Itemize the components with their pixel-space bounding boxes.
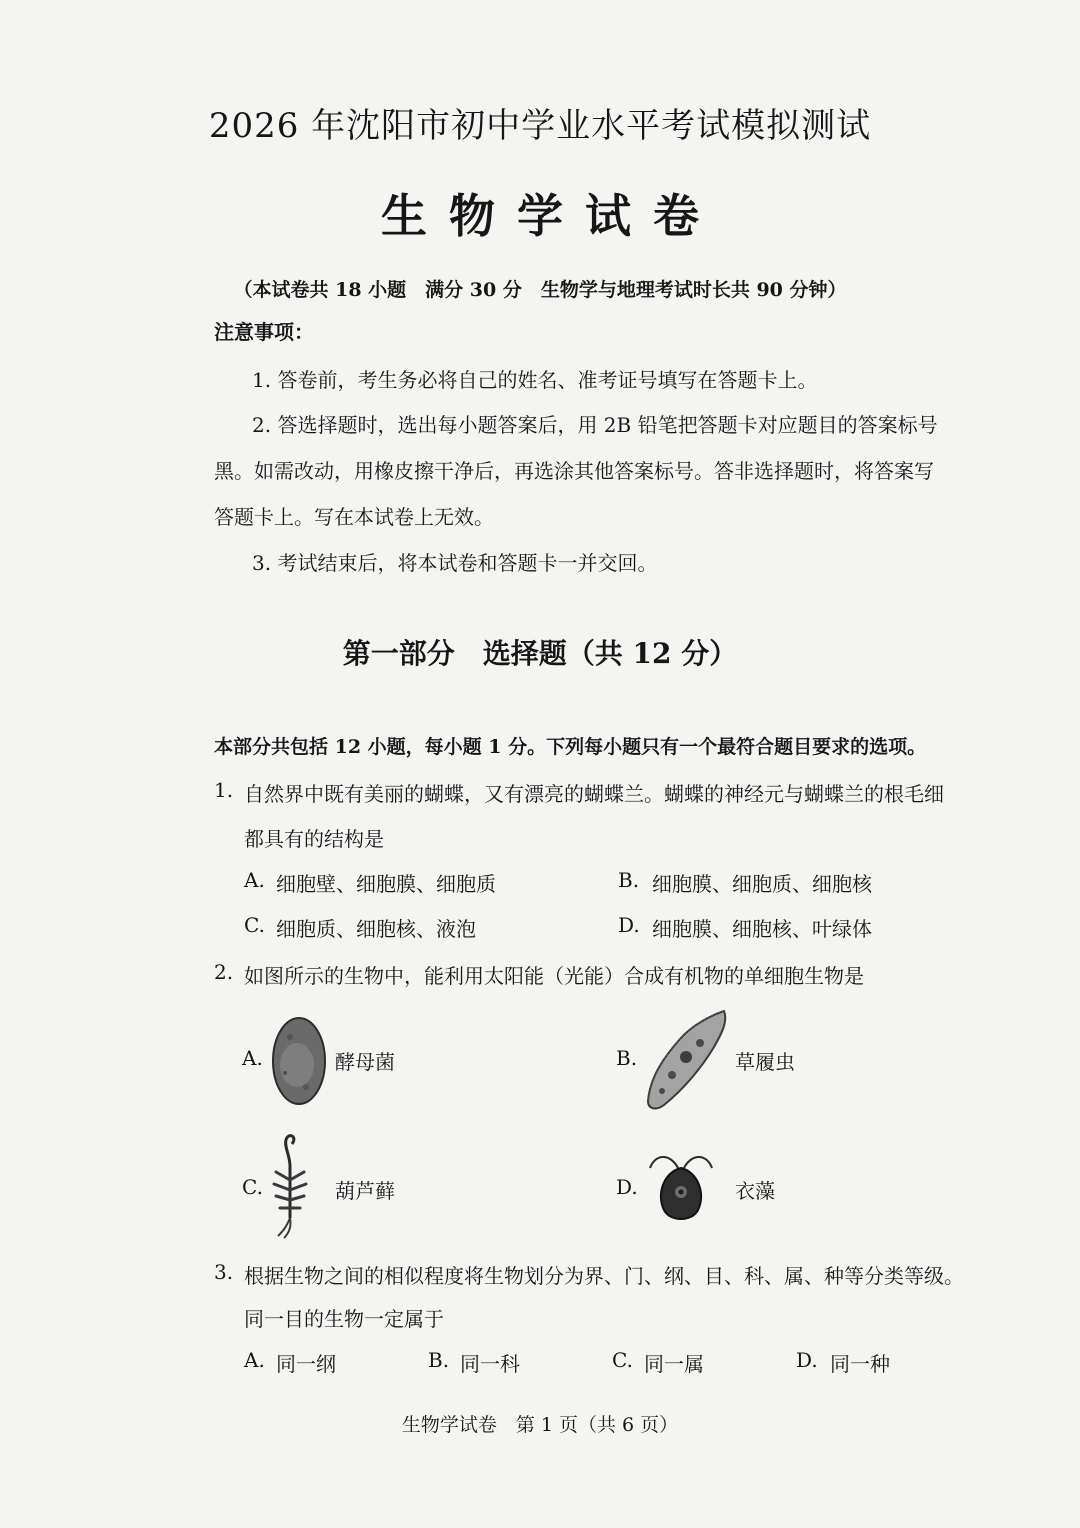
option-letter: A. — [244, 868, 265, 892]
option-letter: C. — [244, 913, 265, 937]
notice-line: 黑。如需改动，用橡皮擦干净后，再选涂其他答案标号。答非选择题时，将答案写 — [214, 459, 934, 483]
option-letter: A. — [242, 1046, 263, 1070]
option-text: 细胞质、细胞核、液泡 — [276, 917, 476, 941]
question-number: 2. — [214, 960, 234, 984]
question-stem: 都具有的结构是 — [244, 827, 384, 851]
option-letter: B. — [428, 1348, 450, 1372]
moss-plant-icon — [268, 1132, 312, 1240]
option-text: 细胞膜、细胞核、叶绿体 — [652, 917, 872, 941]
option-letter: B. — [618, 868, 640, 892]
notice-line: 3. 考试结束后，将本试卷和答题卡一并交回。 — [252, 551, 658, 575]
paramecium-icon — [642, 1005, 732, 1113]
notice-line: 1. 答卷前，考生务必将自己的姓名、准考证号填写在答题卡上。 — [252, 368, 818, 392]
question-stem: 根据生物之间的相似程度将生物划分为界、门、纲、目、科、属、种等分类等级。 — [244, 1264, 964, 1288]
option-text: 细胞壁、细胞膜、细胞质 — [276, 872, 496, 896]
section-instruction: 本部分共包括 12 小题，每小题 1 分。下列每小题只有一个最符合题目要求的选项。 — [214, 736, 927, 758]
question-stem: 自然界中既有美丽的蝴蝶，又有漂亮的蝴蝶兰。蝴蝶的神经元与蝴蝶兰的根毛细 — [244, 782, 944, 806]
paper-title: 生物学试卷 — [381, 189, 721, 243]
option-text: 细胞膜、细胞质、细胞核 — [652, 872, 872, 896]
exam-title: 2026 年沈阳市初中学业水平考试模拟测试 — [208, 106, 872, 146]
notice-heading: 注意事项： — [214, 320, 314, 344]
notice-line: 2. 答选择题时，选出每小题答案后，用 2B 铅笔把答题卡对应题目的答案标号 — [252, 413, 938, 437]
option-text: 同一种 — [830, 1352, 890, 1376]
option-text: 衣藻 — [735, 1179, 775, 1203]
option-text: 葫芦藓 — [335, 1179, 395, 1203]
option-letter: C. — [612, 1348, 633, 1372]
option-text: 同一纲 — [276, 1352, 336, 1376]
chlamydomonas-icon — [646, 1148, 716, 1228]
option-letter: A. — [244, 1348, 265, 1372]
option-letter: B. — [616, 1046, 638, 1070]
question-stem: 同一目的生物一定属于 — [244, 1307, 444, 1331]
question-number: 1. — [214, 778, 234, 802]
paper-subtitle: （本试卷共 18 小题 满分 30 分 生物学与地理考试时长共 90 分钟） — [233, 279, 847, 301]
question-number: 3. — [214, 1260, 234, 1284]
option-text: 同一科 — [460, 1352, 520, 1376]
option-letter: D. — [796, 1348, 818, 1372]
option-text: 酵母菌 — [335, 1050, 395, 1074]
notice-line: 答题卡上。写在本试卷上无效。 — [214, 505, 494, 529]
yeast-cell-icon — [270, 1015, 328, 1107]
option-letter: C. — [242, 1175, 263, 1199]
option-letter: D. — [618, 913, 640, 937]
option-text: 草履虫 — [735, 1050, 795, 1074]
option-text: 同一属 — [644, 1352, 704, 1376]
question-stem: 如图所示的生物中，能利用太阳能（光能）合成有机物的单细胞生物是 — [244, 964, 864, 988]
option-letter: D. — [616, 1175, 638, 1199]
page-footer: 生物学试卷 第 1 页（共 6 页） — [401, 1414, 679, 1436]
section-title: 第一部分 选择题（共 12 分） — [342, 637, 738, 670]
